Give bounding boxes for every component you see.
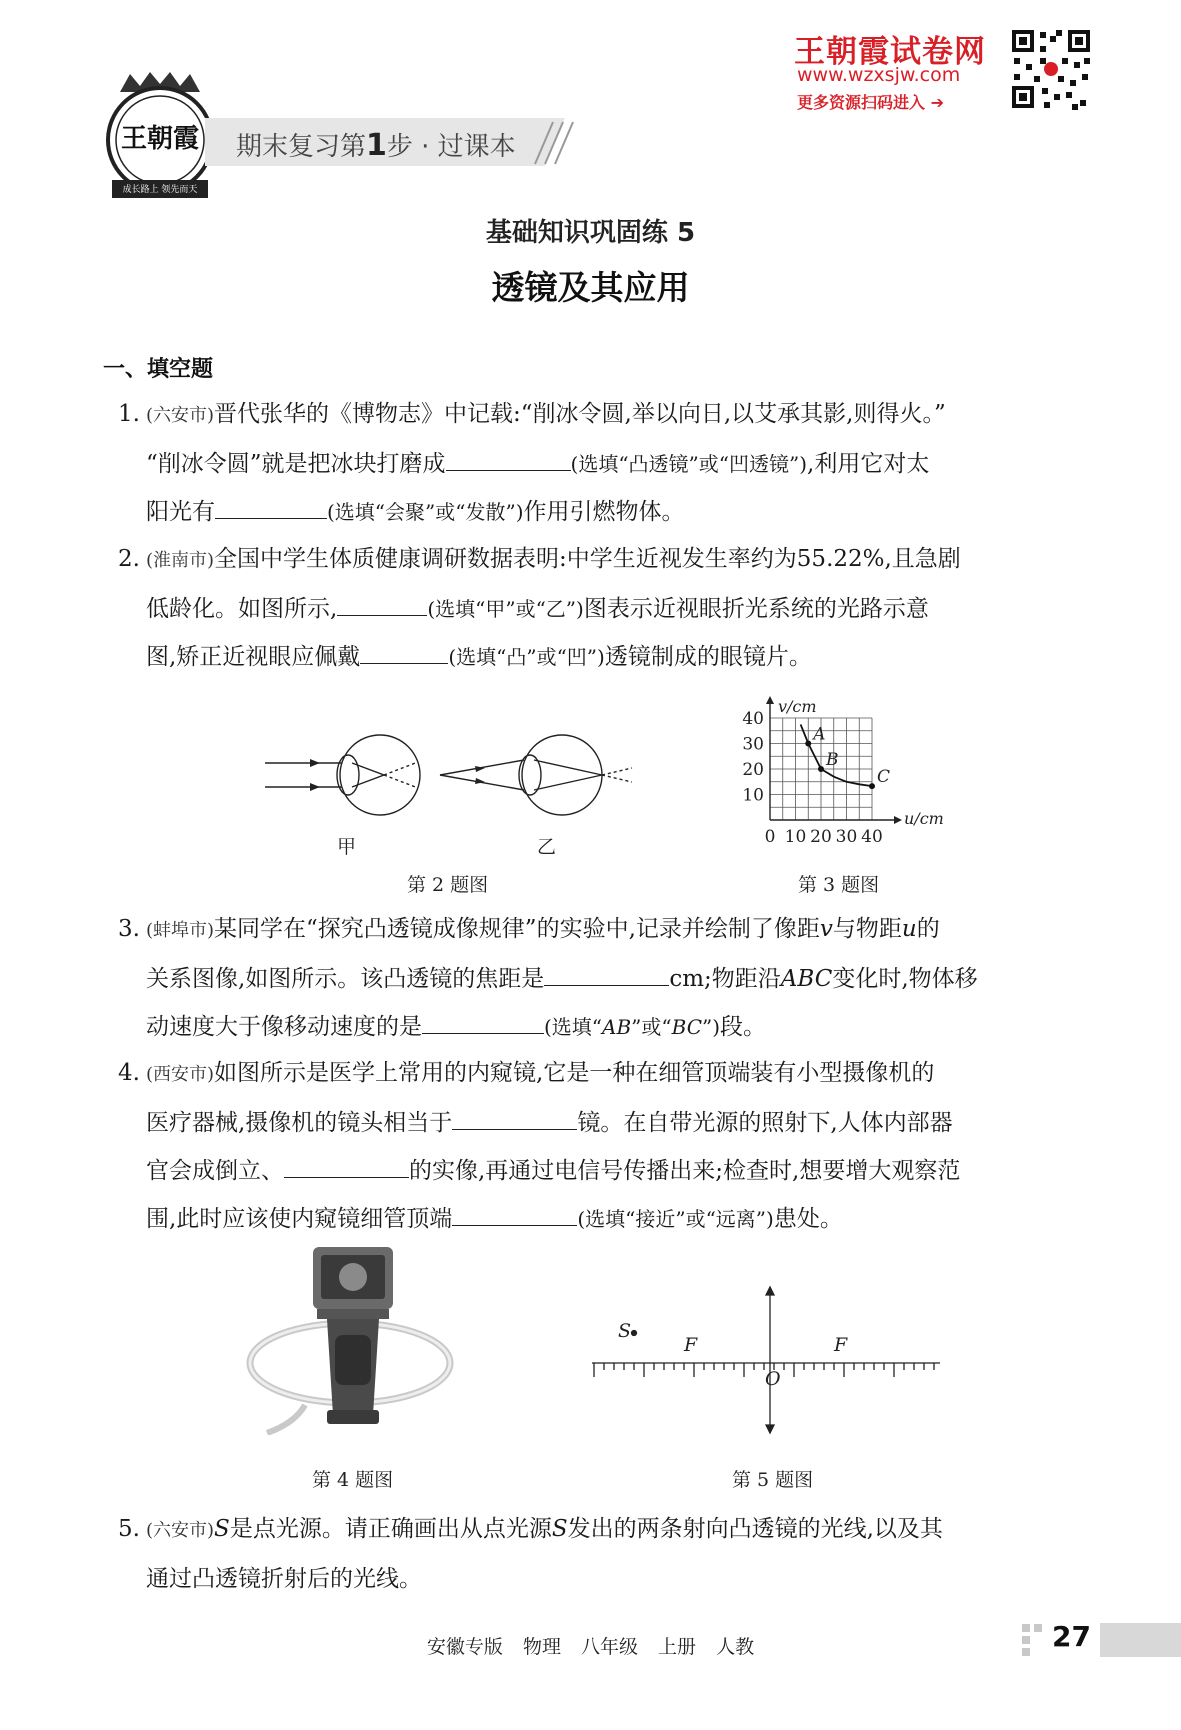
figure-5-source-label: S	[618, 1320, 632, 1342]
step-label: 期末复习第1步 · 过课本	[236, 128, 516, 163]
question-source: (六安市)	[146, 1520, 215, 1541]
chart-x-tick-label: 20	[810, 827, 832, 847]
chart-x-tick-label: 40	[861, 827, 883, 847]
part-heading: 一、填空题	[103, 357, 214, 382]
logo-motto: 成长路上 领先而天	[122, 185, 198, 195]
qr-code-icon[interactable]	[1010, 28, 1092, 110]
question-3: 3. (蚌埠市)某同学在“探究凸透镜成像规律”的实验中,记录并绘制了像距v与物距u的 关系图像,如图所示。该凸透镜的焦距是 cm;物距沿ABC变化时,物体移 动速度大于像移动速度的是 (选填“AB”或“BC”)段。	[118, 905, 1078, 1051]
figure-2-label-b: 乙	[537, 836, 557, 858]
figure-2-caption: 第 2 题图	[407, 874, 489, 896]
question-source: (六安市)	[146, 405, 215, 426]
answer-blank[interactable]	[452, 1107, 577, 1130]
answer-blank[interactable]	[284, 1155, 409, 1178]
chart-x-tick-label: 30	[835, 827, 858, 847]
page-decoration	[1022, 1648, 1030, 1656]
answer-blank[interactable]	[446, 448, 571, 471]
chart-point-label: B	[826, 750, 839, 770]
logo-text: 王朝霞	[120, 124, 199, 154]
chart-point-a	[805, 741, 811, 747]
page-decoration	[1022, 1624, 1030, 1632]
figure-4-endoscope	[245, 1245, 460, 1435]
question-number: 2.	[118, 546, 140, 572]
answer-blank[interactable]	[337, 593, 427, 616]
figure-5-focus-right: F	[834, 1334, 848, 1356]
answer-blank[interactable]	[422, 1011, 544, 1034]
answer-blank[interactable]	[544, 963, 669, 986]
brand-title: 王朝霞试卷网	[794, 34, 986, 70]
chart-x-tick-label: 10	[784, 827, 807, 847]
brand-url[interactable]: www.wzxsjw.com	[797, 64, 961, 86]
chart-point-b	[818, 766, 824, 772]
figure-2-eye-diagrams	[260, 730, 640, 830]
answer-blank[interactable]	[215, 496, 327, 519]
answer-blank[interactable]	[452, 1203, 577, 1226]
figure-5-focus-left: F	[684, 1334, 698, 1356]
question-source: (淮南市)	[146, 550, 215, 571]
section-title: 基础知识巩固练 5	[485, 218, 696, 248]
page-decoration	[1034, 1624, 1042, 1632]
chart-y-tick-label: 10	[742, 785, 764, 806]
question-source: (西安市)	[146, 1064, 215, 1085]
chart-y-tick-label: 40	[742, 709, 764, 729]
chart-y-tick-label: 30	[742, 734, 764, 755]
question-5: 5. (六安市)S是点光源。请正确画出从点光源S发出的两条射向凸透镜的光线,以及其 通过凸透镜折射后的光线。	[118, 1505, 1078, 1603]
figure-4-caption: 第 4 题图	[312, 1469, 394, 1491]
chart-y-tick-label: 20	[742, 760, 764, 780]
question-number: 5.	[118, 1516, 140, 1542]
chart-x-tick-label: 0	[764, 827, 776, 847]
figure-3-chart	[725, 690, 945, 855]
chart-point-c	[869, 783, 875, 789]
question-4: 4. (西安市)如图所示是医学上常用的内窥镜,它是一种在细管顶端装有小型摄像机的 医疗器械,摄像机的镜头相当于 镜。在自带光源的照射下,人体内部器 官会成倒立、 的实像,再通过电信号传播出来;检查时,想要增大观察范 围,此时应该使内窥镜细管顶端 (选填“接近”或“远离”)患处。	[118, 1049, 1078, 1243]
page-number-bar	[1100, 1623, 1181, 1657]
question-source: (蚌埠市)	[146, 920, 215, 941]
question-number: 1.	[118, 401, 140, 427]
step-number: 1	[366, 128, 387, 163]
figure-5-lens-diagram	[590, 1285, 950, 1435]
figure-2-label-a: 甲	[337, 836, 357, 858]
chart-x-arrow	[894, 816, 902, 824]
answer-blank[interactable]	[360, 641, 448, 664]
page-decoration	[1022, 1636, 1030, 1644]
chart-y-arrow	[766, 696, 774, 704]
footer-edition: 安徽专版 物理 八年级 上册 人教	[426, 1636, 755, 1658]
chart-point-label: A	[813, 724, 826, 745]
figure-5-optical-center: O	[765, 1368, 781, 1390]
question-number: 4.	[118, 1060, 140, 1086]
question-1: 1. (六安市)晋代张华的《博物志》中记载:“削冰令圆,举以向日,以艾承其影,则得火。” “削冰令圆”就是把冰块打磨成 (选填“凸透镜”或“凹透镜”),利用它对太 阳光有 (选填“会聚”或“发散”)作用引燃物体。	[118, 390, 1078, 536]
chart-point-label: C	[877, 767, 891, 788]
figure-5-caption: 第 5 题图	[732, 1469, 814, 1491]
question-2: 2. (淮南市)全国中学生体质健康调研数据表明:中学生近视发生率约为55.22%,且急剧 低龄化。如图所示, (选填“甲”或“乙”)图表示近视眼折光系统的光路示意 图,矫正近视眼应佩戴 (选填“凸”或“凹”)透镜制成的眼镜片。	[118, 535, 1078, 681]
question-number: 3.	[118, 916, 140, 942]
page-title: 透镜及其应用	[491, 268, 690, 307]
figure-3-caption: 第 3 题图	[798, 874, 880, 896]
brand-subtitle: 更多资源扫码进入 ➔	[797, 93, 944, 112]
chart-y-axis-label: v/cm	[778, 697, 817, 716]
chart-x-axis-label: u/cm	[904, 809, 944, 828]
page-number: 27	[1052, 1620, 1091, 1653]
